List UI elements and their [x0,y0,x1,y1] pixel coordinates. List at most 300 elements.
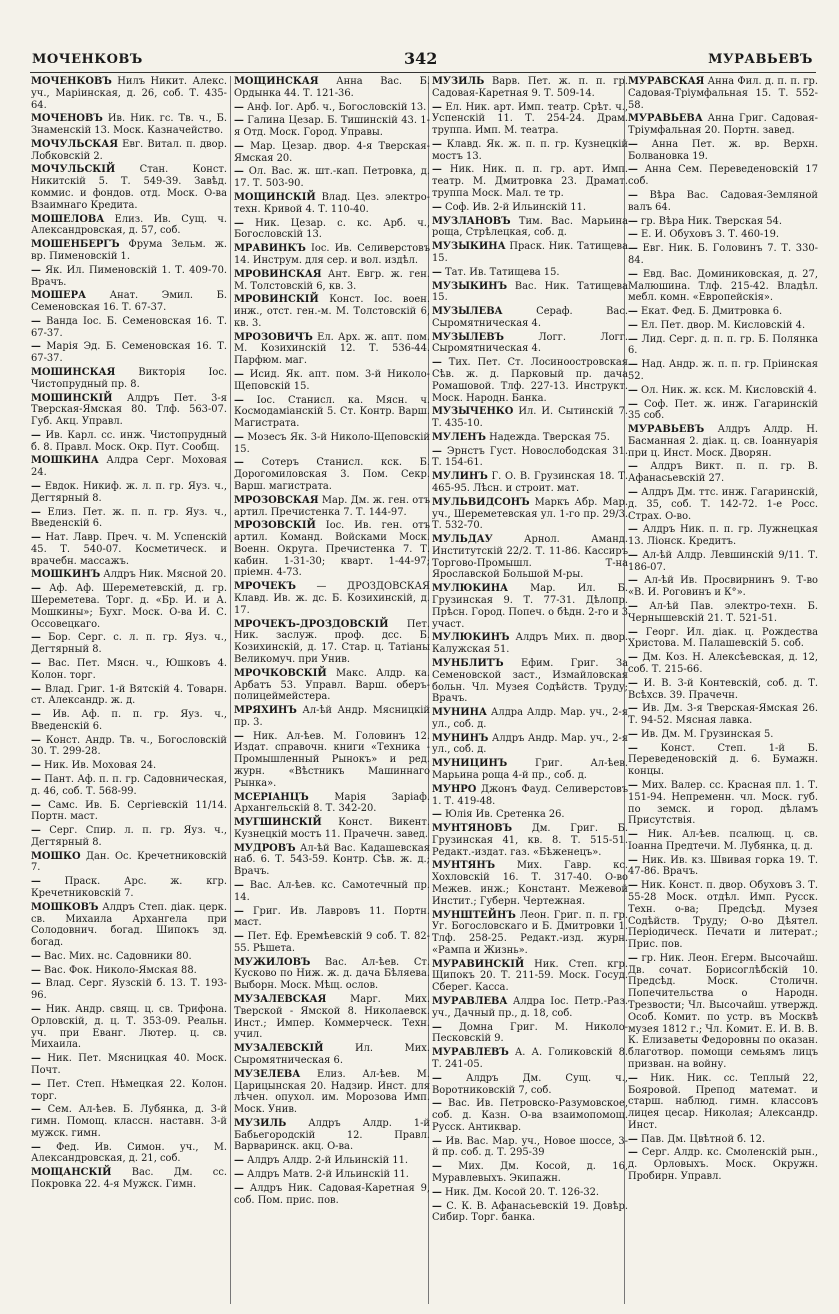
entry-details: Маркъ Абр. Мар. уч., Шереметевская ул. 1-го пр. 29/3. Т. 532-70. [432,496,628,532]
entry-surname: МУЗЫЛЕВА [432,306,503,318]
directory-entry [432,860,628,907]
entry-details: Ник. Ив. кз. Швивая горка 19. Т. 47-86. Врачъ. [628,854,818,878]
entry-details: Алдръ Матв. 2-й Ильинскій 11. [243,1168,409,1180]
entry-details: Бор. Серг. с. л. п. гр. Яуз. ч., Дегтярный 8. [31,632,227,656]
entry-surname: МУРАВЬЕВЪ [628,424,705,436]
directory-entry [432,784,628,808]
directory-entry [432,306,628,330]
entry-surname: МУЛИНЪ [432,471,488,483]
directory-entry [31,214,227,238]
entry-surname: — [31,264,41,276]
directory-entry [628,1134,818,1146]
directory-entry [628,575,818,599]
directory-entry [628,113,818,137]
running-header [0,49,839,72]
entry-surname: — [234,394,244,406]
directory-entry [432,1022,628,1046]
entry-surname: — [234,931,244,943]
entry-surname: — [432,357,442,369]
entry-details: Ел. Ник. арт. Имп. театр. Срѣт. ч., Успенскій 11. Т. 254-24. Драм. труппа. Имп. М. театра. [432,101,628,137]
directory-entry [234,395,430,430]
entry-details: Фрума Зельм. ж. вр. Пименовскій 1. [31,239,227,262]
directory-entry [31,709,227,733]
entry-details: Ник. Конст. п. двор. Обуховъ 3. Т. 55-28 Моск. отдѣл. Имп. Русск. Техн. о-ва; Предсѣд. Музея Содѣйств. Труду; О-во Дѣятел. Періодическ. Печати и литерат.; Прис. пов. [628,880,818,951]
entry-surname: МУРАВЬЕВА [628,113,703,125]
entry-surname: — [628,854,638,866]
entry-surname: — [31,1004,41,1016]
entry-surname: — [432,1161,442,1173]
entry-details: Самс. Ив. Б. Сергіевскій 11/14. Портн. маст. [31,799,227,823]
entry-surname: — [234,431,244,443]
entry-details: Анна Пет. ж. вр. Верхн. Болвановка 19. [628,138,818,162]
entry-details: Сем. Ал-ѣев. Б. Лубянка, д. 3-й гимн. Помощ. классн. наставн. 3-й мужск. гимн. [31,1104,227,1139]
entry-surname: МОЧЕНОВЪ [31,113,103,125]
entry-details: Джонъ Фауд. Селиверстовъ 1. Т. 419-48. [432,783,628,807]
entry-details: Ник. Ник. сс. Теплый 22, Бояровой. Препод математ. и старш. наблюд. гимн. классовъ лицея цесар. Николая; Александр. Инст. [628,1072,818,1131]
directory-entry [628,601,818,625]
directory-entry [31,76,227,111]
entry-details: Алдра Серг. Моховая 24. [31,455,227,479]
entry-surname: МУЛЕНЪ [432,431,486,443]
directory-entry [432,823,628,858]
entry-details: гр. Вѣра Ник. Тверская 54. [637,215,782,227]
entry-surname: — [234,1155,244,1167]
entry-details: Пет. Ник. заслуж. проф. дсс. Б. Козихинскій, д. 17. Стар. ц. Татіаны Великомуч. при Унив. [234,618,430,665]
directory-entry [234,432,430,456]
entry-surname: МУНРО [432,783,477,795]
entry-details: Вас. Фок. Николо-Ямская 88. [40,964,197,976]
directory-entry [234,1183,430,1207]
entry-details: Праск. Ник. Татищева 15. [432,241,628,264]
entry-details: Марія Заріаф. Архангельскій 8. Т. 342-20. [234,791,430,815]
entry-details: Анна Сем. Переведеновскій 17 соб. [628,164,818,188]
directory-entry [234,1043,430,1067]
entry-surname: — [628,703,638,715]
entry-details: Над. Андр. ж. п. п. гр. Пріинская 52. [628,359,818,382]
entry-details: — ДРОЗДОВСКАЯ Клавд. Ив. ж. дс. Б. Козихинскій, д. 17. [234,581,430,616]
entry-details: Елиз. Ал-ѣев. М. Царицынская 20. Надзир. Инст. для лѣчен. опухол. им. Морозова Имп. Моск. Унив. [234,1068,430,1116]
entry-details: Надежда. Тверская 75. [485,431,610,443]
entry-surname: — [234,368,244,380]
entry-details: Алдръ Ник. п. п. гр. Лужнецкая 13. Ліонск. Кредитъ. [628,524,818,548]
directory-entry [234,817,430,841]
entry-details: Мих. Дм. Косой, д. 16, Муравлевыхъ. Экипажн. [432,1161,628,1184]
directory-entry [432,164,628,199]
entry-surname: МОШКИНЪ [31,569,101,581]
entry-surname: — [432,1135,442,1147]
entry-details: Ал-ѣй Алдр. Левшинскій 9/11. Т. 186-07. [628,549,818,573]
directory-column-2 [234,76,430,1208]
directory-entry [234,457,430,492]
entry-surname: — [31,632,41,644]
entry-details: Алдръ Алдр. 1-й Бабьегородскій 12. Правл. Варваринск. акц. О-ва. [234,1117,430,1153]
entry-surname: — [31,683,41,695]
entry-details: Серг. Спир. л. п. гр. Яуз. ч., Дегтярный 8. [31,825,227,848]
directory-entry [628,487,818,522]
entry-details: Макс. Алдр. ка. Арбатъ 53. Управл. Варш. оберъ-полицеймейстера. [234,667,430,703]
directory-entry [628,652,818,676]
entry-details: Домна Григ. М. Николо-Песковскій 9. [432,1021,628,1045]
entry-details: Алдръ Дм. ттс. инж. Гагаринскій, д. 35, соб. Т. 142-72. 1-е Росс. Страх. О-во. [628,487,818,522]
entry-details: Ник. Пет. Мясницкая 40. Моск. Почт. [31,1053,227,1076]
entry-details: Влад. Цез. электро-техн. Кривой 4. Т. 110-40. [234,192,430,215]
entry-details: Ив. Ник. гс. Тв. ч., Б. Знаменскій 13. Моск. Казначейство. [31,113,227,137]
entry-details: Ник. Степ. кгр. Щипокъ 20. Т. 211-59. Моск. Госуд. Сберег. Касса. [432,958,628,994]
entry-surname: — [628,164,638,176]
entry-surname: — [628,601,638,613]
entry-surname: МОЧЕНКОВЪ [31,76,112,87]
directory-entry [432,583,628,630]
directory-entry [234,994,430,1041]
entry-surname: МУРАВЛЕВЪ [432,1047,509,1059]
entry-details: Ал-ѣй Ив. Просвирнинъ 9. Т-во «В. И. Роговинъ и К°». [628,575,818,599]
directory-entry [234,792,430,816]
entry-surname: — [628,829,638,841]
entry-surname: — [31,1078,41,1090]
entry-surname: — [234,115,244,127]
directory-entry [31,290,227,314]
entry-surname: — [628,880,638,892]
entry-surname: — [432,445,442,457]
directory-entry [628,524,818,548]
entry-surname: — [628,524,638,536]
entry-details: Ник. Ник. п. п. гр. арт. Имп. театр. М. Дмитровка 23. Драмат. труппа Моск. Мал. те тр. [432,164,628,200]
directory-entry [432,658,628,705]
directory-entry [31,902,227,949]
entry-surname: МУНТЯНОВЪ [432,823,513,835]
directory-entry [234,495,430,519]
entry-surname: — [432,1200,442,1212]
entry-surname: — [628,652,638,664]
entry-details: Юлія Ив. Сретенка 26. [441,809,565,821]
directory-entry [31,532,227,567]
entry-details: Е. И. Обуховъ 3. Т. 460-19. [637,229,780,241]
entry-surname: — [628,1147,638,1159]
entry-surname: — [31,532,41,544]
directory-entry [432,959,628,994]
header-right-catchword: МУРАВЬЕВЪ [708,52,813,67]
entry-details: Праск. Арс. ж. кгр. Кречетниковскій 7. [31,876,227,899]
directory-entry [432,1161,628,1185]
entry-details: Пав. Дм. Цвѣтной б. 12. [637,1133,766,1145]
directory-entry [628,1147,818,1182]
entry-details: Ив. Карл. сс. инж. Чистопрудный б. 8. Правл. Моск. Окр. Пут. Сообщ. [31,429,227,453]
entry-surname: МУЗЫКИНА [432,241,506,253]
entry-details: Анна Фил. д. п. п. гр. Садовая-Тріумфальная 15. Т. 552-58. [628,76,818,111]
entry-details: Вас. Мих. нс. Садовники 80. [40,950,192,962]
entry-surname: — [31,950,41,962]
entry-surname: — [432,809,442,821]
entry-surname: — [31,429,41,441]
entry-surname: МРОВИНСКІЙ [234,294,319,306]
entry-details: Евдок. Никиф. ж. л. п. гр. Яуз. ч., Дегтярный 8. [31,481,227,504]
directory-entry [628,953,818,1071]
entry-details: Аф. Аф. Шереметевскій, д. гр. Шереметева. Торг. д. «Бр. И. и А. Мошкины»; Бухг. Моск. О-ва И. С. Оссовецкаго. [31,583,227,630]
entry-surname: — [31,964,41,976]
entry-surname: МУРАВЛЕВА [432,996,508,1008]
directory-entry [31,139,227,163]
entry-surname: — [234,101,244,113]
entry-details: Клавд. Як. ж. п. п. гр. Кузнецкій мостъ 13. [432,138,628,162]
entry-details: Мозесъ Як. 3-й Николо-Щеповскій 15. [234,431,430,455]
entry-surname: МУНИЦИНЪ [432,758,508,770]
entry-details: Ант. Евгр. ж. ген. М. Толстовскій 6, кв. 3. [234,268,430,292]
directory-entry [234,668,430,703]
entry-details: Алдръ Ник. Мясной 20. [100,569,227,581]
directory-entry [432,76,628,100]
directory-entry [234,166,430,190]
directory-entry [628,269,818,304]
directory-entry [432,497,628,532]
entry-details: Вѣра Вас. Садовая-Земляной валъ 64. [628,190,818,213]
entry-surname: МОЧУЛЬСКІЙ [31,164,116,176]
directory-entry [628,729,818,741]
directory-entry [628,216,818,228]
entry-surname: — [432,138,442,150]
directory-entry [432,216,628,240]
directory-entry [234,141,430,165]
entry-surname: — [31,583,41,595]
entry-details: Ив. Дм. М. Грузинская 5. [637,728,774,740]
entry-details: Влад. Григ. 1-й Вятскій 4. Товарн. ст. Александр. ж. д. [31,683,227,707]
directory-entry [234,102,430,114]
directory-entry [31,393,227,428]
entry-surname: МОШКО [31,850,81,862]
directory-entry [31,239,227,263]
directory-entry [432,267,628,279]
directory-entry [628,780,818,827]
entry-surname: — [31,506,41,518]
directory-entry [234,906,430,930]
entry-details: Соф. Пет. ж. инж. Гагаринскій 35 соб. [628,398,818,422]
entry-surname: — [31,876,41,888]
entry-surname: — [432,1098,442,1110]
entry-surname: — [628,549,638,561]
directory-entry [234,332,430,367]
entry-details: Алдръ Викт. п. п. гр. В. Афанасьевскій 27. [628,461,818,485]
entry-surname: МУЗЫКИНЪ [432,280,508,292]
entry-details: Ал-ѣй Вас. Кадашевская наб. 6. Т. 543-59. Контр. Сѣв. ж. д.; Врачъ. [234,842,430,878]
entry-details: Ал-ѣй Пав. электро-техн. Б. Чернышевскій 21. Т. 521-51. [628,601,818,624]
directory-entry [432,1047,628,1071]
directory-entry [31,978,227,1002]
directory-entry [628,359,818,383]
directory-entry [31,507,227,531]
entry-surname: — [628,742,638,754]
entry-details: Конст. Іос. воен. инж., отст. ген.-м. М. Толстовскій 6, кв. 3. [234,294,430,329]
entry-details: Алдръ Ник. Садовая-Каретная 9, соб. Пом. прис. пов. [234,1182,430,1206]
directory-entry [234,115,430,139]
entry-surname: — [628,359,638,371]
entry-details: Алдра Алдр. Мар. уч., 2-я ул., соб. д. [432,707,628,730]
directory-entry [432,534,628,581]
entry-details: Варв. Пет. ж. п. п. гр. Садовая-Каретная 9. Т. 509-14. [432,76,628,99]
entry-details: Евг. Витал. п. двор. Лобковскій 2. [31,138,227,162]
directory-entry [31,800,227,824]
header-left-catchword: МОЧЕНКОВЪ [32,52,143,67]
directory-entry [432,1073,628,1097]
entry-surname: — [628,384,638,396]
entry-details: Дм. Коз. Н. Алексѣевская, д. 12, соб. Т. 215-66. [628,652,818,675]
directory-entry [628,703,818,727]
entry-details: Мих. Валер. сс. Красная пл. 1. Т. 151-94. Непременн. чл. Моск. губ. по земск. и город. дѣламъ Присутствія. [628,779,818,827]
directory-entry [432,357,628,404]
directory-entry [31,481,227,505]
entry-surname: — [234,730,244,742]
directory-entry [234,1169,430,1181]
entry-surname: МСЕРІАНЦЪ [234,791,309,803]
entry-details: Григ. Ив. Лавровъ 11. Портн. маст. [234,905,430,929]
entry-surname: — [31,825,41,837]
directory-entry [432,1098,628,1133]
directory-entry [31,774,227,798]
entry-surname: — [628,677,638,689]
entry-details: Ник. Андр. свящ. ц. св. Трифона. Орловскій, д. ц. Т. 353-09. Реальн. уч. при Еванг. Лютер. ц. св. Михаила. [31,1004,227,1051]
entry-surname: — [628,626,638,638]
entry-surname: МУЗАЛЕВСКІЙ [234,1043,324,1055]
directory-entry [432,241,628,265]
directory-entry [628,320,818,332]
directory-entry [234,243,430,267]
entry-details: Екат. Фед. Б. Дмитровка 6. [637,306,783,318]
entry-details: Ел. Арх. ж. апт. пом. М. Козихинскій 12. Т. 536-44. Парфюм. маг. [234,331,430,367]
entry-surname: МРОЧЕКЪ-ДРОЗДОВСКІЙ [234,618,389,630]
directory-entry [628,229,818,241]
entry-details: Мар. Дм. ж. ген. отъ артил. Пречистенка 7. Т. 144-97. [234,494,430,518]
directory-entry [628,743,818,778]
entry-details: Вас. Ив. Петровско-Разумовское, соб. д. Казн. О-ва взаимопомощ. Русск. Антиквар. [432,1098,628,1133]
entry-surname: МУЗЛАНОВЪ [432,215,511,227]
directory-entry [234,76,430,100]
directory-entry [628,164,818,188]
entry-details: Іос. Станисл. ка. Мясн. ч. Космодаміанскій 5. Ст. Контр. Варш. Магистрата. [234,394,430,430]
entry-details: Ол. Ник. ж. кск. М. Кисловскій 4. [637,384,817,396]
entry-details: Викторія Іос. Чистопрудный пр. 8. [31,366,227,390]
entry-details: С. К. В. Афанасьевскій 19. Довѣр. Сибир. Торг. банка. [432,1200,628,1224]
entry-details: Алдръ Дм. Сущ. ч., Воротниковскій 7, соб. [432,1072,628,1096]
entry-details: Пант. Аф. п. п. гр. Садовническая, д. 46, соб. Т. 568-99. [31,773,227,797]
entry-surname: — [432,1186,442,1198]
entry-details: Ник. Ал-ѣев. псалющ. ц. св. Іоанна Предтечи. М. Лубянка, ц. д. [628,829,818,852]
entry-surname: — [31,1053,41,1065]
directory-entry [628,855,818,879]
entry-details: Конст. Андр. Тв. ч., Богословскій 30. Т. 299-28. [31,734,227,758]
directory-entry [234,1069,430,1116]
directory-entry [31,265,227,289]
entry-surname: — [31,315,41,327]
directory-entry [31,569,227,581]
entry-surname: МУРАВИНСКІЙ [432,958,525,970]
directory-entry [628,627,818,651]
entry-details: Іос. Ив. ген. отъ артил. Команд. Войсками Моск. Военн. Округа. Пречистенка 7. Т. кабин. 1-31-30; кварт. 1-44-97; пріемн. 4-73. [234,520,430,579]
entry-details: Логг. Логг. Сыромятническая 4. [432,331,628,355]
directory-entry [432,281,628,305]
entry-details: Фед. Ив. Симон. уч., М. Александровская, д. 21, соб. [31,1141,227,1165]
entry-details: Мар. Ил. Б. Грузинская 9. Т. 77-31. Дѣлопр. Прѣсн. Город. Попеч. о бѣдн. 2-го и 3 участ. [432,583,628,630]
directory-entry [432,446,628,470]
entry-surname: — [31,341,41,353]
entry-surname: — [31,1141,41,1153]
entry-surname: — [432,1072,442,1084]
entry-surname: МУЗИЛЬ [234,1117,287,1129]
entry-details: Пет. Еф. Еремѣевскій 9 соб. Т. 82-55. Рѣшета. [234,931,430,954]
entry-surname: МУЛЮКИНА [432,583,509,595]
entry-surname: МРЯХИНЪ [234,705,297,717]
directory-entry [628,139,818,163]
entry-surname: — [432,266,442,278]
entry-details: Марг. Мих. Тверской - Ямской 8. Николаевск. Инст.; Импер. Коммерческ. Техн. учил. [234,994,430,1041]
entry-details: А. А. Голиковскій 8. Т. 241-05. [432,1047,628,1070]
entry-surname: МУЗЫЧЕНКО [432,406,514,418]
entry-details: Серг. Алдр. кс. Смоленскій рын., д. Орловыхъ. Моск. Окружн. Пробирн. Управл. [628,1147,818,1182]
entry-details: Анат. Эмил. Б. Семеновская 16. Т. 67-37. [31,290,227,314]
directory-entry [31,430,227,454]
entry-details: Ел. Пет. двор. М. Кисловскій 4. [637,319,806,331]
entry-details: И. В. 3-й Контевскій, соб. д. Т. Всѣхсв. 39. Прачечн. [628,677,818,701]
entry-details: Анна Григ. Садовая-Тріумфальная 20. Портн. завед. [628,113,818,137]
directory-entry [31,632,227,656]
entry-surname: — [628,190,638,202]
entry-details: Вас. Ал-ѣев. кс. Самотечный пр. 14. [234,880,430,903]
entry-details: Марія Эд. Б. Семеновская 16. Т. 67-37. [31,341,227,365]
entry-surname: МУНБЛИТЪ [432,657,504,669]
directory-entry [31,583,227,630]
entry-details: Алдръ Андр. Мар. уч., 2-я ул., соб. д. [432,732,628,756]
directory-entry [234,269,430,293]
entry-surname: МУНТЯНЪ [432,860,496,872]
entry-surname: — [234,140,244,152]
directory-entry [432,996,628,1020]
entry-details: Ил. Мих. Сыромятническая 6. [234,1043,430,1066]
entry-surname: МОЩИНСКІЙ [234,192,316,204]
directory-entry [31,965,227,977]
entry-details: Г. О. В. Грузинская 18. Т. 465-95. Лѣсн. и строит. мат. [432,471,628,494]
directory-entry [628,880,818,951]
entry-surname: МУЛЬВИДСОНЪ [432,496,530,508]
entry-surname: — [628,333,638,345]
directory-entry [628,190,818,214]
directory-entry [432,1201,628,1225]
directory-entry [234,880,430,904]
directory-entry [31,851,227,875]
column-divider [230,76,231,1304]
entry-surname: — [31,481,41,492]
directory-entry [628,243,818,267]
entry-surname: — [628,487,638,498]
entry-details: Сотеръ Станисл. кск. Б. Дорогомиловская 3. Пом. Секр. Варш. магистрата. [234,457,430,492]
entry-details: Алдръ Мих. п. двор. Калужская 51. [432,632,628,656]
entry-details: Ванда Іос. Б. Семеновская 16. Т. 67-37. [31,315,227,339]
directory-entry [31,1004,227,1051]
entry-surname: МУРАВСКАЯ [628,76,705,87]
entry-details: Конст. Степ. 1-й Б. Переведеновскій д. 6. Бумажн. концы. [628,742,818,778]
entry-details: Алдръ Пет. 3-я Тверская-Ямская 80. Тлф. 563-07. Губ. Акц. Управл. [31,392,227,428]
entry-surname: МОШИНСКІЙ [31,392,113,404]
entry-surname: — [628,398,638,410]
directory-entry [432,432,628,444]
entry-surname: МУНШТЕЙНЪ [432,909,516,921]
entry-surname: — [628,461,638,473]
directory-entry [234,619,430,666]
directory-entry [234,1155,430,1167]
entry-details: Дан. Ос. Кречетниковскій 7. [31,850,227,874]
entry-details: гр. Ник. Леон. Егерм. Высочайш. Дв. сочат. Борисоглѣбскій 10. Предсѣд. Моск. Столичн. Попечительства о Народн. Трезвости; Чл. Высочайш. утвержд. Особ. Комит. по устр. въ Москвѣ музея 1812 г.; Чл. Комит. Е. И. В. В. К. Елизаветы Федоровны по оказан. благотвор. помощи семьямъ лицъ призван. на войну. [628,952,818,1070]
directory-entry [432,1187,628,1199]
entry-surname: МУЛЬДАУ [432,534,493,546]
entry-details: Вас. Пет. Мясн. ч., Юшковъ 4. Колон. торг. [31,657,227,681]
entry-surname: МОШЕЛОВА [31,213,105,225]
directory-entry [31,113,227,137]
